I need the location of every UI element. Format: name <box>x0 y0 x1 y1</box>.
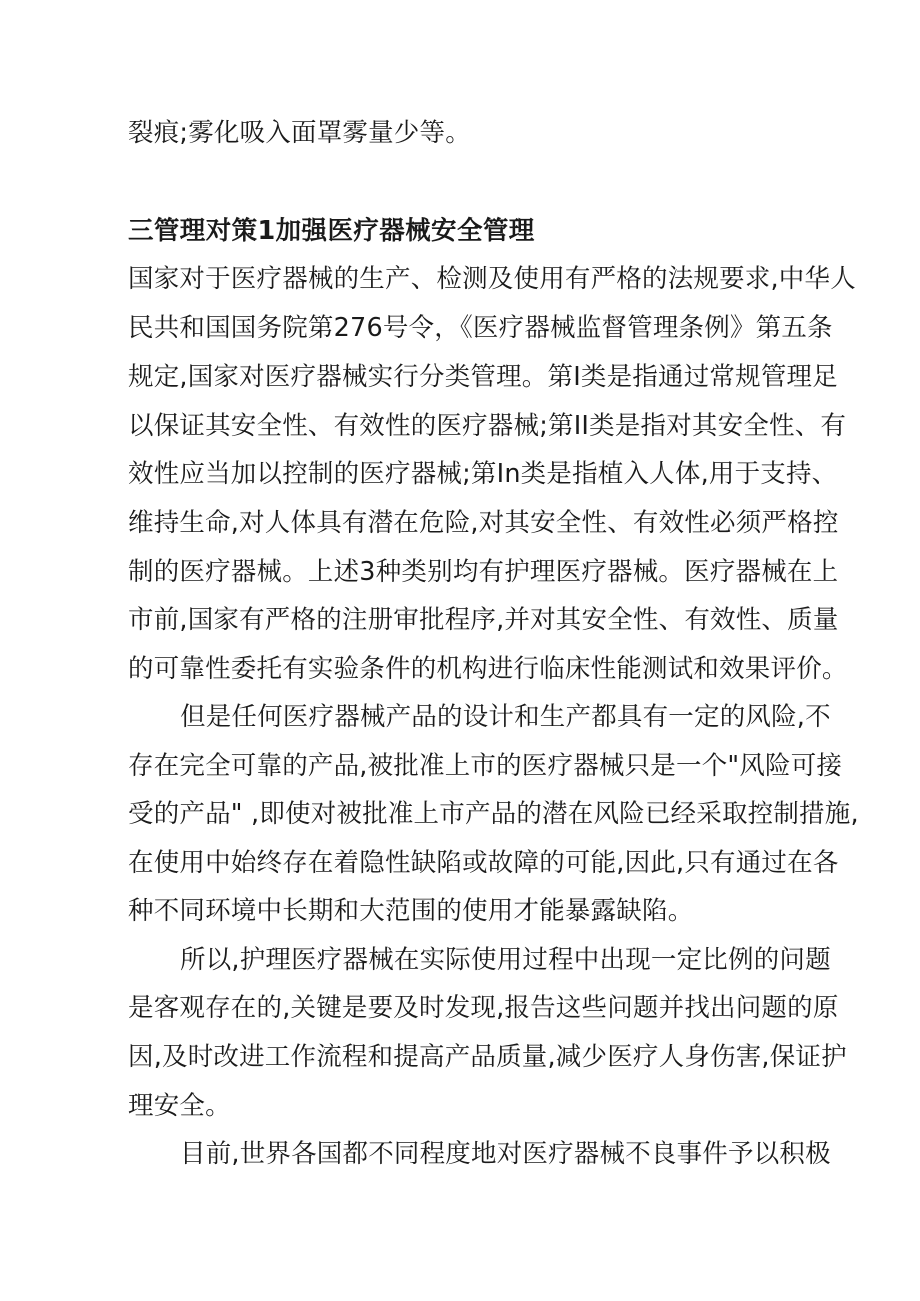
text-line: 国家对于医疗器械的生产、检测及使用有严格的法规要求,中华人 <box>128 264 856 294</box>
text-line: 制的医疗器械。上述3种类别均有护理医疗器械。医疗器械在上 <box>128 557 839 587</box>
text-line: 目前,世界各国都不同程度地对医疗器械不良事件予以积极 <box>180 1139 831 1169</box>
text-line: 维持生命,对人体具有潜在危险,对其安全性、有效性必须严格控 <box>128 508 839 538</box>
text-line: 所以,护理医疗器械在实际使用过程中出现一定比例的问题 <box>180 945 831 975</box>
text-line: 裂痕;雾化吸入面罩雾量少等。 <box>128 118 471 148</box>
text-line: 受的产品" ,即使对被批准上市产品的潜在风险已经采取控制措施, <box>128 799 859 829</box>
text-line: 市前,国家有严格的注册审批程序,并对其安全性、有效性、质量 <box>128 605 839 635</box>
text-line: 以保证其安全性、有效性的医疗器械;第II类是指对其安全性、有 <box>128 411 847 441</box>
text-line: 理安全。 <box>128 1091 231 1121</box>
text-line: 在使用中始终存在着隐性缺陷或故障的可能,因此,只有通过在各 <box>128 848 839 878</box>
text-line: 但是任何医疗器械产品的设计和生产都具有一定的风险,不 <box>180 702 831 732</box>
text-line: 效性应当加以控制的医疗器械;第In类是指植入人体,用于支持、 <box>128 459 838 489</box>
text-line: 因,及时改进工作流程和提高产品质量,减少医疗人身伤害,保证护 <box>128 1042 847 1072</box>
text-line: 的可靠性委托有实验条件的机构进行临床性能测试和效果评价。 <box>128 654 848 684</box>
text-line: 存在完全可靠的产品,被批准上市的医疗器械只是一个"风险可接 <box>128 751 843 781</box>
text-line: 民共和国国务院第276号令，《医疗器械监督管理条例》第五条 <box>128 313 833 343</box>
section-heading: 三管理对策1加强医疗器械安全管理 <box>128 216 535 246</box>
text-line: 是客观存在的,关键是要及时发现,报告这些问题并找出问题的原 <box>128 993 839 1023</box>
text-line: 种不同环境中长期和大范围的使用才能暴露缺陷。 <box>128 896 694 926</box>
text-line: 规定,国家对医疗器械实行分类管理。第I类是指通过常规管理足 <box>128 362 838 392</box>
